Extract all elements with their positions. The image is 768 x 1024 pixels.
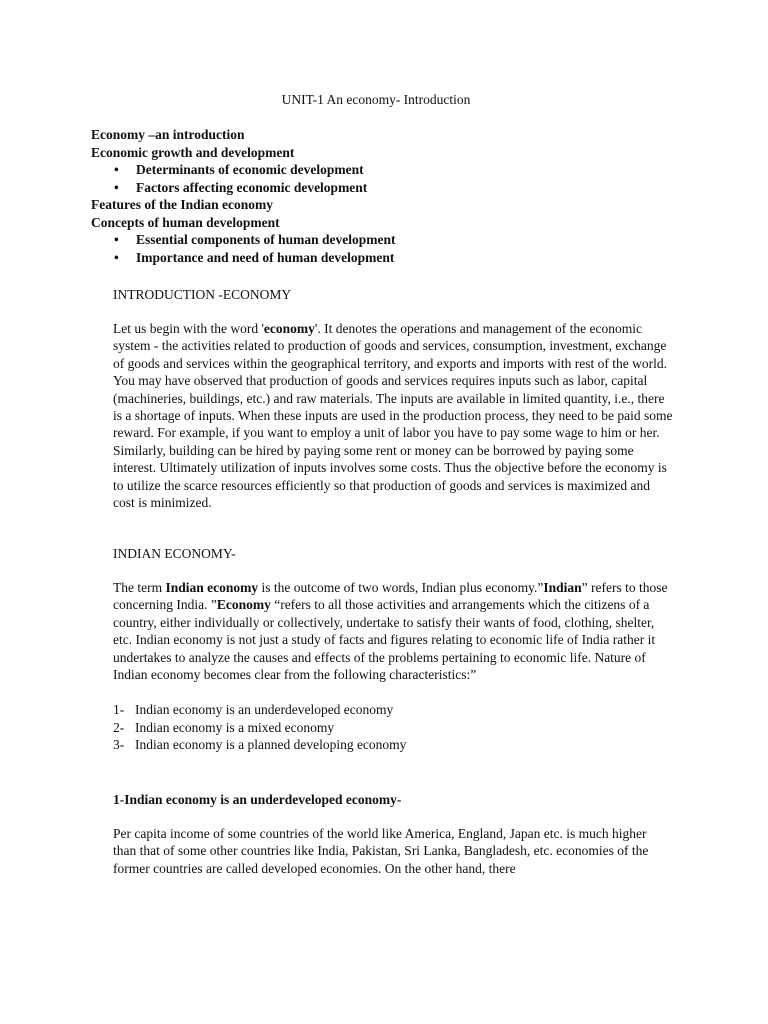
section-heading: 1-Indian economy is an underdeveloped economy-: [113, 792, 402, 807]
toc-bullet-item: • Essential components of human development: [91, 231, 396, 249]
section-heading: INDIAN ECONOMY-: [113, 546, 236, 561]
list-item: [113, 719, 673, 737]
list-text: Indian economy is an underdeveloped economy: [135, 702, 394, 718]
list-text: Indian economy is a planned developing economy: [135, 737, 407, 753]
list-item: [113, 736, 673, 754]
list-number: 1-: [113, 702, 125, 718]
toc-bullet-list-growth: [91, 161, 396, 196]
text-run: ” refers to those concerning India. ”: [113, 580, 668, 613]
toc-bullet-item: • Factors affecting economic development: [91, 179, 396, 197]
list-number: 2-: [113, 719, 125, 735]
table-of-contents: [91, 126, 396, 266]
bold-text: Economy: [216, 597, 271, 613]
paragraph: [113, 320, 673, 511]
toc-heading-features: Features of the Indian economy: [91, 197, 273, 212]
text-run: '. It denotes the operations and management of the economic system - the activities related to production of goods and services, consumption, investment, exchange of goods and services within the geographical territory, and exports and imports with rest of the world. You may have observed that production of goods and services requires inputs such as labor, capital (machineries, buildings, etc.) and raw materials. The inputs are available in limited quantity, i.e., there is a shortage of inputs. When these inputs are used in the production process, they need to be paid some reward. For example, if you want to employ a unit of labor you have to pay some wage to him or her. Similarly, building can be hired by paying some rent or money can be borrowed by paying some interest. Ultimately utilization of inputs involves some costs. Thus the objective before the economy is to utilize the scarce resources efficiently so that production of goods and services is maximized and cost is minimized.: [113, 321, 673, 511]
toc-heading-human-development: Concepts of human development: [91, 214, 280, 230]
text-run: is the outcome of two words, Indian plus economy.”: [258, 580, 544, 595]
paragraph: Per capita income of some countries of the world like America, England, Japan etc. is much higher than that of some other countries like India, Pakistan, Sri Lanka, Bangladesh, etc. economies of the former countries are called developed economies. On the other hand, there: [113, 826, 649, 876]
toc-bullet-item: • Determinants of economic development: [91, 161, 396, 179]
text-run: “refers to all those activities and arrangements which the citizens of a country, either individually or collectively, undertake to satisfy their wants of food, clothing, shelter, etc. Indian economy is not just a study of facts and figures relating to economic life of India rather it undertakes to analyze the causes and effects of the problems pertaining to economic life. Nature of Indian economy becomes clear from the following characteristics:”: [113, 597, 656, 683]
numbered-list: [113, 701, 673, 754]
toc-heading-growth: Economic growth and development: [91, 144, 295, 160]
text-run: Let us begin with the word ': [113, 321, 264, 336]
toc-bullet-list-human: [91, 231, 396, 266]
paragraph: [113, 579, 673, 683]
list-text: Indian economy is a mixed economy: [135, 719, 335, 735]
list-item: [113, 701, 673, 719]
bold-text: Indian: [543, 580, 582, 595]
section-underdeveloped: [113, 792, 673, 877]
toc-bullet-item: • Importance and need of human development: [91, 249, 396, 267]
bold-text: economy: [263, 321, 315, 336]
list-number: 3-: [113, 737, 125, 753]
section-introduction: [113, 287, 673, 511]
section-heading: INTRODUCTION -ECONOMY: [113, 287, 292, 302]
bold-text: Indian economy: [165, 580, 259, 595]
section-indian-economy: [113, 546, 673, 754]
page-title: UNIT-1 An economy- Introduction: [281, 92, 471, 107]
toc-heading-economy-intro: Economy –an introduction: [91, 127, 245, 142]
text-run: The term: [113, 580, 166, 595]
